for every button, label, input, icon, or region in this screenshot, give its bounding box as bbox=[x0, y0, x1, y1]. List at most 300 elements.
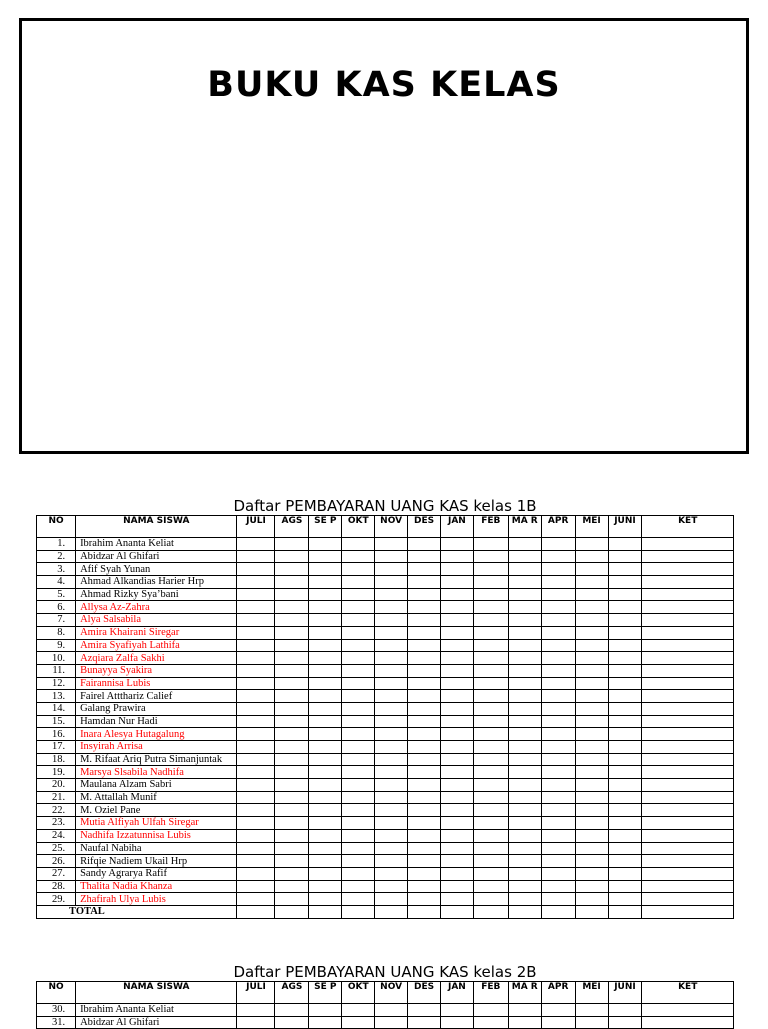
payment-cell bbox=[642, 550, 734, 563]
student-name: Marsya Slsabila Nadhifa bbox=[76, 766, 237, 779]
payment-cell bbox=[342, 677, 375, 690]
payment-cell bbox=[342, 880, 375, 893]
payment-cell bbox=[642, 601, 734, 614]
payment-cell bbox=[237, 855, 275, 868]
payment-cell bbox=[408, 626, 441, 639]
payment-cell bbox=[642, 639, 734, 652]
payment-cell bbox=[575, 880, 608, 893]
payment-cell bbox=[237, 639, 275, 652]
payment-cell bbox=[473, 652, 508, 665]
payment-cell bbox=[575, 766, 608, 779]
payment-cell bbox=[375, 690, 408, 703]
payment-cell bbox=[642, 626, 734, 639]
payment-cell bbox=[541, 728, 575, 741]
payment-cell bbox=[508, 753, 541, 766]
payment-cell bbox=[608, 855, 642, 868]
payment-cell bbox=[342, 842, 375, 855]
payment-cell bbox=[342, 804, 375, 817]
row-number: 20. bbox=[37, 779, 76, 792]
payment-cell bbox=[642, 588, 734, 601]
payment-cell bbox=[375, 538, 408, 551]
payment-cell bbox=[408, 867, 441, 880]
payment-cell bbox=[275, 601, 309, 614]
table-row bbox=[37, 753, 734, 766]
table-row bbox=[37, 855, 734, 868]
payment-cell bbox=[575, 842, 608, 855]
payment-cell bbox=[342, 867, 375, 880]
payment-cell bbox=[342, 614, 375, 627]
payment-cell bbox=[575, 779, 608, 792]
table-row bbox=[37, 741, 734, 754]
payment-cell bbox=[575, 804, 608, 817]
payment-cell bbox=[440, 690, 473, 703]
payment-cell bbox=[440, 550, 473, 563]
payment-cell bbox=[375, 702, 408, 715]
payment-cell bbox=[237, 702, 275, 715]
sheet-kelas-1b bbox=[36, 498, 734, 919]
payment-cell bbox=[541, 741, 575, 754]
payment-cell bbox=[275, 855, 309, 868]
payment-cell bbox=[309, 804, 342, 817]
table-row bbox=[37, 538, 734, 551]
row-number: 15. bbox=[37, 715, 76, 728]
payment-cell bbox=[541, 614, 575, 627]
payment-cell bbox=[408, 741, 441, 754]
payment-cell bbox=[575, 550, 608, 563]
payment-cell bbox=[608, 867, 642, 880]
payment-cell bbox=[237, 576, 275, 589]
payment-cell bbox=[375, 804, 408, 817]
payment-cell bbox=[275, 614, 309, 627]
payment-cell bbox=[508, 652, 541, 665]
payment-cell bbox=[440, 855, 473, 868]
table-row bbox=[37, 842, 734, 855]
student-name: Insyirah Arrisa bbox=[76, 741, 237, 754]
payment-cell bbox=[508, 601, 541, 614]
row-number: 26. bbox=[37, 855, 76, 868]
payment-cell bbox=[342, 702, 375, 715]
payment-cell bbox=[473, 576, 508, 589]
payment-cell bbox=[575, 563, 608, 576]
payment-cell bbox=[541, 652, 575, 665]
payment-cell bbox=[642, 855, 734, 868]
row-number: 9. bbox=[37, 639, 76, 652]
payment-cell bbox=[541, 753, 575, 766]
payment-cell bbox=[408, 601, 441, 614]
payment-cell bbox=[473, 639, 508, 652]
total-cell bbox=[608, 905, 642, 918]
payment-cell bbox=[237, 664, 275, 677]
payment-cell bbox=[473, 702, 508, 715]
payment-cell bbox=[642, 817, 734, 830]
table-row bbox=[37, 829, 734, 842]
payment-cell bbox=[642, 829, 734, 842]
payment-cell bbox=[642, 766, 734, 779]
payment-cell bbox=[575, 715, 608, 728]
payment-cell bbox=[375, 626, 408, 639]
payment-cell bbox=[375, 779, 408, 792]
payment-cell bbox=[375, 893, 408, 906]
column-header: APR bbox=[541, 982, 575, 1004]
payment-cell bbox=[237, 779, 275, 792]
payment-cell bbox=[473, 550, 508, 563]
table-row bbox=[37, 880, 734, 893]
student-name: Zhafirah Ulya Lubis bbox=[76, 893, 237, 906]
sheet-title: Daftar PEMBAYARAN UANG KAS kelas 1B bbox=[233, 497, 537, 515]
payment-cell bbox=[275, 753, 309, 766]
payment-cell bbox=[608, 1016, 642, 1029]
row-number: 1. bbox=[37, 538, 76, 551]
payment-cell bbox=[575, 791, 608, 804]
student-name: Maulana Alzam Sabri bbox=[76, 779, 237, 792]
payment-cell bbox=[608, 880, 642, 893]
payment-cell bbox=[375, 601, 408, 614]
column-header: JULI bbox=[237, 982, 275, 1004]
payment-cell bbox=[408, 791, 441, 804]
total-cell bbox=[575, 905, 608, 918]
payment-cell bbox=[309, 893, 342, 906]
payment-cell bbox=[541, 804, 575, 817]
column-header: DES bbox=[408, 982, 441, 1004]
row-number: 13. bbox=[37, 690, 76, 703]
payment-cell bbox=[508, 829, 541, 842]
payment-cell bbox=[440, 791, 473, 804]
payment-cell bbox=[541, 588, 575, 601]
payment-cell bbox=[375, 639, 408, 652]
payment-cell bbox=[309, 829, 342, 842]
payment-cell bbox=[575, 614, 608, 627]
total-cell bbox=[508, 905, 541, 918]
payment-cell bbox=[375, 677, 408, 690]
payment-cell bbox=[575, 601, 608, 614]
payment-cell bbox=[342, 741, 375, 754]
payment-cell bbox=[309, 626, 342, 639]
payment-cell bbox=[541, 626, 575, 639]
student-name: Mutia Alfiyah Ulfah Siregar bbox=[76, 817, 237, 830]
payment-cell bbox=[342, 829, 375, 842]
payment-cell bbox=[608, 779, 642, 792]
payment-cell bbox=[608, 550, 642, 563]
payment-cell bbox=[642, 804, 734, 817]
payment-cell bbox=[309, 842, 342, 855]
payment-cell bbox=[275, 829, 309, 842]
row-number: 5. bbox=[37, 588, 76, 601]
payment-cell bbox=[342, 601, 375, 614]
column-header: SE P bbox=[309, 982, 342, 1004]
payment-cell bbox=[508, 614, 541, 627]
table-row bbox=[37, 715, 734, 728]
payment-cell bbox=[440, 766, 473, 779]
payment-cell bbox=[642, 652, 734, 665]
payment-cell bbox=[473, 804, 508, 817]
payment-cell bbox=[237, 893, 275, 906]
payment-cell bbox=[275, 779, 309, 792]
payment-cell bbox=[473, 779, 508, 792]
payment-cell bbox=[473, 893, 508, 906]
payment-cell bbox=[375, 652, 408, 665]
payment-cell bbox=[309, 1004, 342, 1017]
payment-cell bbox=[342, 855, 375, 868]
payment-cell bbox=[408, 677, 441, 690]
payment-cell bbox=[608, 741, 642, 754]
row-number: 19. bbox=[37, 766, 76, 779]
payment-table bbox=[36, 515, 734, 919]
table-row bbox=[37, 1016, 734, 1029]
student-name: Afif Syah Yunan bbox=[76, 563, 237, 576]
total-cell bbox=[342, 905, 375, 918]
payment-cell bbox=[342, 1016, 375, 1029]
row-number: 11. bbox=[37, 664, 76, 677]
payment-cell bbox=[440, 664, 473, 677]
payment-cell bbox=[473, 677, 508, 690]
payment-cell bbox=[575, 753, 608, 766]
student-name: Ibrahim Ananta Keliat bbox=[76, 538, 237, 551]
payment-cell bbox=[375, 817, 408, 830]
payment-cell bbox=[473, 791, 508, 804]
column-header: NAMA SISWA bbox=[76, 982, 237, 1004]
payment-cell bbox=[608, 842, 642, 855]
column-header: JAN bbox=[440, 516, 473, 538]
table-row bbox=[37, 766, 734, 779]
column-header: FEB bbox=[473, 516, 508, 538]
payment-cell bbox=[541, 791, 575, 804]
cover-box bbox=[19, 18, 749, 454]
row-number: 2. bbox=[37, 550, 76, 563]
payment-cell bbox=[342, 893, 375, 906]
payment-cell bbox=[608, 791, 642, 804]
payment-cell bbox=[575, 817, 608, 830]
payment-cell bbox=[440, 614, 473, 627]
payment-cell bbox=[440, 880, 473, 893]
payment-cell bbox=[508, 766, 541, 779]
payment-cell bbox=[408, 893, 441, 906]
payment-cell bbox=[473, 664, 508, 677]
payment-cell bbox=[408, 664, 441, 677]
payment-cell bbox=[642, 1016, 734, 1029]
column-header: JUNI bbox=[608, 982, 642, 1004]
payment-cell bbox=[473, 855, 508, 868]
student-name: Naufal Nabiha bbox=[76, 842, 237, 855]
payment-cell bbox=[642, 538, 734, 551]
payment-cell bbox=[473, 817, 508, 830]
payment-cell bbox=[440, 563, 473, 576]
payment-cell bbox=[575, 1016, 608, 1029]
payment-cell bbox=[541, 702, 575, 715]
payment-cell bbox=[508, 779, 541, 792]
payment-cell bbox=[508, 715, 541, 728]
payment-cell bbox=[342, 690, 375, 703]
payment-cell bbox=[275, 867, 309, 880]
student-name: Inara Alesya Hutagalung bbox=[76, 728, 237, 741]
payment-cell bbox=[375, 715, 408, 728]
student-name: Alya Salsabila bbox=[76, 614, 237, 627]
header-row bbox=[37, 982, 734, 1004]
row-number: 30. bbox=[37, 1004, 76, 1017]
payment-cell bbox=[309, 576, 342, 589]
payment-cell bbox=[342, 550, 375, 563]
payment-cell bbox=[408, 753, 441, 766]
payment-cell bbox=[508, 1004, 541, 1017]
payment-cell bbox=[642, 791, 734, 804]
payment-cell bbox=[309, 766, 342, 779]
payment-cell bbox=[408, 1004, 441, 1017]
payment-cell bbox=[275, 639, 309, 652]
payment-cell bbox=[440, 817, 473, 830]
payment-cell bbox=[408, 639, 441, 652]
payment-cell bbox=[309, 753, 342, 766]
payment-cell bbox=[342, 766, 375, 779]
total-cell bbox=[541, 905, 575, 918]
payment-cell bbox=[408, 588, 441, 601]
payment-cell bbox=[608, 817, 642, 830]
total-cell bbox=[642, 905, 734, 918]
payment-cell bbox=[440, 753, 473, 766]
payment-cell bbox=[237, 880, 275, 893]
payment-cell bbox=[541, 867, 575, 880]
payment-cell bbox=[275, 817, 309, 830]
payment-cell bbox=[473, 626, 508, 639]
payment-cell bbox=[608, 702, 642, 715]
payment-cell bbox=[440, 728, 473, 741]
payment-cell bbox=[608, 690, 642, 703]
row-number: 27. bbox=[37, 867, 76, 880]
payment-cell bbox=[342, 728, 375, 741]
payment-cell bbox=[408, 829, 441, 842]
payment-cell bbox=[541, 880, 575, 893]
payment-cell bbox=[237, 614, 275, 627]
payment-cell bbox=[473, 563, 508, 576]
payment-cell bbox=[541, 817, 575, 830]
payment-cell bbox=[375, 664, 408, 677]
total-cell bbox=[473, 905, 508, 918]
payment-cell bbox=[642, 753, 734, 766]
payment-cell bbox=[237, 601, 275, 614]
payment-cell bbox=[508, 842, 541, 855]
payment-cell bbox=[608, 576, 642, 589]
payment-cell bbox=[473, 842, 508, 855]
payment-cell bbox=[575, 652, 608, 665]
payment-cell bbox=[375, 741, 408, 754]
payment-cell bbox=[375, 867, 408, 880]
payment-cell bbox=[575, 639, 608, 652]
payment-cell bbox=[408, 690, 441, 703]
table-row bbox=[37, 804, 734, 817]
payment-cell bbox=[642, 842, 734, 855]
column-header: JUNI bbox=[608, 516, 642, 538]
payment-cell bbox=[608, 753, 642, 766]
payment-cell bbox=[309, 550, 342, 563]
student-name: Rifqie Nadiem Ukail Hrp bbox=[76, 855, 237, 868]
payment-cell bbox=[309, 639, 342, 652]
payment-cell bbox=[275, 538, 309, 551]
payment-cell bbox=[508, 639, 541, 652]
table-row bbox=[37, 677, 734, 690]
header-row bbox=[37, 516, 734, 538]
payment-cell bbox=[508, 867, 541, 880]
student-name: Fairel Attthariz Calief bbox=[76, 690, 237, 703]
payment-cell bbox=[508, 664, 541, 677]
table-row bbox=[37, 728, 734, 741]
payment-cell bbox=[608, 893, 642, 906]
payment-cell bbox=[237, 690, 275, 703]
payment-cell bbox=[508, 563, 541, 576]
payment-cell bbox=[375, 829, 408, 842]
payment-cell bbox=[237, 563, 275, 576]
row-number: 12. bbox=[37, 677, 76, 690]
payment-cell bbox=[275, 1004, 309, 1017]
payment-cell bbox=[237, 741, 275, 754]
payment-cell bbox=[309, 538, 342, 551]
column-header: AGS bbox=[275, 516, 309, 538]
payment-cell bbox=[642, 741, 734, 754]
payment-cell bbox=[541, 855, 575, 868]
student-name: Amira Khairani Siregar bbox=[76, 626, 237, 639]
row-number: 28. bbox=[37, 880, 76, 893]
row-number: 22. bbox=[37, 804, 76, 817]
table-row bbox=[37, 601, 734, 614]
payment-cell bbox=[275, 677, 309, 690]
payment-cell bbox=[309, 728, 342, 741]
payment-cell bbox=[575, 576, 608, 589]
payment-cell bbox=[309, 715, 342, 728]
payment-cell bbox=[275, 550, 309, 563]
payment-cell bbox=[237, 715, 275, 728]
column-header: JAN bbox=[440, 982, 473, 1004]
column-header: AGS bbox=[275, 982, 309, 1004]
payment-cell bbox=[342, 664, 375, 677]
payment-cell bbox=[473, 880, 508, 893]
payment-cell bbox=[237, 766, 275, 779]
payment-cell bbox=[608, 614, 642, 627]
payment-cell bbox=[275, 791, 309, 804]
payment-cell bbox=[309, 652, 342, 665]
payment-cell bbox=[237, 1016, 275, 1029]
payment-cell bbox=[440, 626, 473, 639]
sheet-kelas-2b bbox=[36, 964, 734, 1029]
table-row bbox=[37, 626, 734, 639]
payment-cell bbox=[508, 677, 541, 690]
total-cell bbox=[408, 905, 441, 918]
row-number: 31. bbox=[37, 1016, 76, 1029]
payment-cell bbox=[408, 779, 441, 792]
payment-cell bbox=[237, 753, 275, 766]
payment-cell bbox=[275, 1016, 309, 1029]
total-cell bbox=[309, 905, 342, 918]
payment-cell bbox=[440, 715, 473, 728]
column-header: APR bbox=[541, 516, 575, 538]
payment-cell bbox=[575, 1004, 608, 1017]
total-cell bbox=[275, 905, 309, 918]
payment-cell bbox=[575, 867, 608, 880]
payment-cell bbox=[275, 804, 309, 817]
student-name: Azqiara Zalfa Sakhi bbox=[76, 652, 237, 665]
payment-cell bbox=[408, 766, 441, 779]
payment-cell bbox=[309, 664, 342, 677]
payment-cell bbox=[608, 677, 642, 690]
payment-cell bbox=[309, 601, 342, 614]
payment-cell bbox=[440, 829, 473, 842]
column-header: NAMA SISWA bbox=[76, 516, 237, 538]
student-name: Abidzar Al Ghifari bbox=[76, 1016, 237, 1029]
student-name: M. Attallah Munif bbox=[76, 791, 237, 804]
total-cell bbox=[237, 905, 275, 918]
payment-cell bbox=[440, 601, 473, 614]
payment-cell bbox=[408, 728, 441, 741]
payment-cell bbox=[408, 804, 441, 817]
payment-cell bbox=[575, 677, 608, 690]
table-row bbox=[37, 690, 734, 703]
payment-cell bbox=[275, 588, 309, 601]
